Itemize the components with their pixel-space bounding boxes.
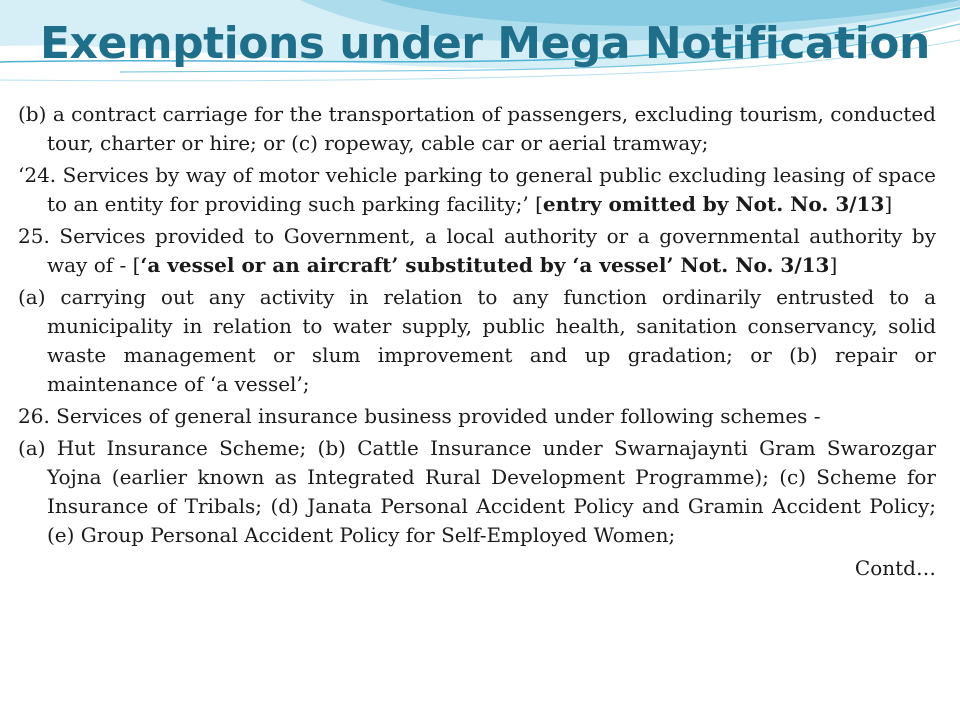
paragraph-26-general-insurance [18, 402, 936, 431]
paragraph-text: 25. Services provided to Government, a local authority or a governmental authority by way of - [ [18, 224, 936, 277]
bracket-close: ] [884, 192, 893, 216]
paragraph-text: (b) a contract carriage for the transportation of passengers, excluding tourism, conducted tour, charter or hire; or (c) ropeway, cable car or aerial tramway; [18, 102, 936, 155]
paragraph-text: (a) carrying out any activity in relation to any function ordinarily entrusted to a municipality in relation to water supply, public health, sanitation conservancy, solid waste management or slum improvement and up gradation; or (b) repair or maintenance of ‘a vessel’; [18, 285, 936, 396]
amendment-note: entry omitted by Not. No. 3/13 [542, 192, 885, 216]
paragraph-text: ‘24. Services by way of motor vehicle parking to general public excluding leasing of space to an entity for providing such parking facility;’ [ [18, 163, 936, 216]
paragraph-a-municipality-functions [18, 283, 936, 399]
paragraph-b-contract-carriage [18, 100, 936, 158]
paragraph-24-parking [18, 161, 936, 219]
paragraph-insurance-schemes [18, 434, 936, 550]
slide-body [18, 100, 936, 583]
slide-title: Exemptions under Mega Notification [40, 18, 930, 69]
paragraph-25-government-services [18, 222, 936, 280]
paragraph-text: 26. Services of general insurance business provided under following schemes - [18, 404, 821, 428]
continued-label: Contd… [854, 556, 936, 580]
amendment-note: ‘a vessel or an aircraft’ substituted by ‘a vessel’ Not. No. 3/13 [140, 253, 830, 277]
bracket-close: ] [829, 253, 838, 277]
paragraph-text: (a) Hut Insurance Scheme; (b) Cattle Insurance under Swarnajaynti Gram Swarozgar Yojna (earlier known as Integrated Rural Development Programme); (c) Scheme for Insurance of Tribals; (d) Janata Personal Accident Policy and Gramin Accident Policy; (e) Group Personal Accident Policy for Self-Employed Women; [18, 436, 936, 547]
